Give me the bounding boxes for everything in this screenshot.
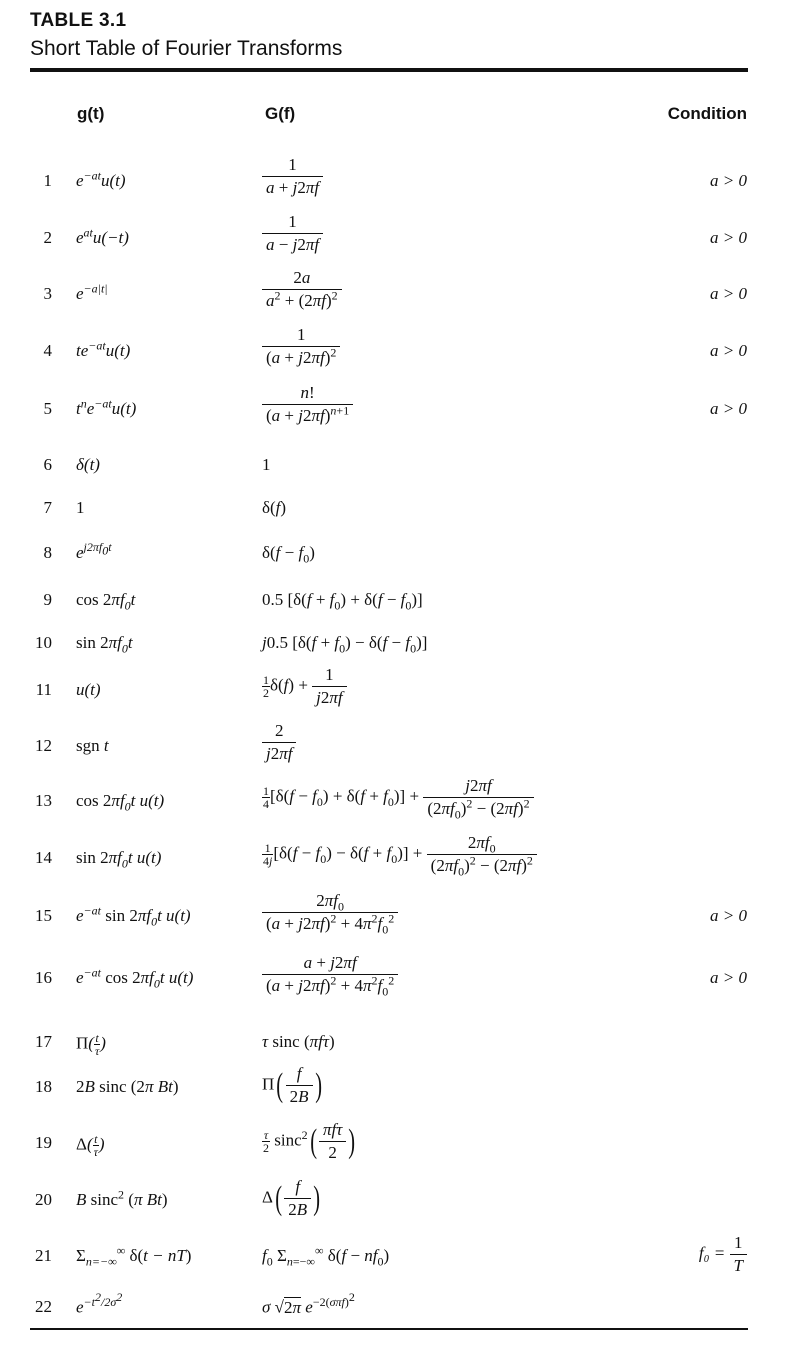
row-number: 20 bbox=[35, 1190, 52, 1209]
header-time: g(t) bbox=[77, 104, 105, 123]
transform: $\frac{1}{a - j2\pi f}$ bbox=[262, 211, 323, 256]
time-function: $\cos 2\pi f_0t$ bbox=[76, 590, 136, 613]
condition: a > 0 bbox=[710, 399, 747, 418]
transform: $\frac{1}{2}$ δ(f) + $\frac{1}{j2\pi f}$ bbox=[262, 664, 347, 709]
table-title: Short Table of Fourier Transforms bbox=[30, 37, 343, 60]
row-number: 16 bbox=[35, 968, 52, 987]
row-number: 14 bbox=[35, 848, 52, 867]
transform: $\frac{a + j2\pi f}{(a + j2\pi f)^2 + 4\pi^2f_0^2}$ bbox=[262, 952, 398, 997]
condition: f₀ = $\frac{1}{T}$ bbox=[699, 1232, 747, 1277]
transform: Π( $\frac{f}{2B}$ ) bbox=[262, 1064, 322, 1106]
transform: $\frac{1}{4}$ $[\delta(f - f_0) + \delta(f + f_0)]$ + $\frac{j2\pi f}{(2\pi f_0)^2 - (2\pi f)^2}$ bbox=[262, 775, 534, 820]
transform: j0.5 $[\delta(f + f_0) - \delta(f - f_0)]$ bbox=[262, 633, 428, 656]
row-number: 17 bbox=[35, 1032, 52, 1051]
condition: a > 0 bbox=[710, 284, 747, 303]
time-function: $e^{-at}$ $\sin 2\pi f_0t$ u(t) bbox=[76, 903, 191, 929]
transform: $\frac{\tau}{2}$ sinc$^2$( $\frac{\text{πfτ}}{2}$ ) bbox=[263, 1120, 356, 1162]
row-number: 5 bbox=[43, 399, 52, 418]
row-number: 22 bbox=[35, 1297, 52, 1316]
row-number: 6 bbox=[43, 455, 52, 474]
row-number: 11 bbox=[35, 680, 52, 699]
condition: a > 0 bbox=[710, 906, 747, 925]
transform: 0.5 $[\delta(f + f_0) + \delta(f - f_0)]$ bbox=[262, 590, 423, 613]
time-function: $e^{-at}u(t)$ bbox=[76, 168, 126, 190]
transform: δ(f) bbox=[262, 498, 287, 517]
top-rule bbox=[30, 68, 748, 72]
row-number: 4 bbox=[43, 341, 52, 360]
bottom-rule bbox=[30, 1328, 748, 1330]
time-function: δ(t) bbox=[76, 455, 100, 474]
time-function: $e^{j2\pi f_0t}$ bbox=[76, 540, 112, 562]
transform: $\frac{2a}{a^2 + (2\pi f)^2}$ bbox=[262, 267, 342, 312]
transform: 1 bbox=[262, 455, 271, 474]
row-number: 3 bbox=[43, 284, 52, 303]
row-number: 21 bbox=[35, 1246, 52, 1265]
transform: $\frac{2}{j2\pi f}$ bbox=[262, 720, 296, 765]
condition: a > 0 bbox=[710, 228, 747, 247]
row-number: 13 bbox=[35, 791, 52, 810]
time-function: sgn t bbox=[76, 736, 109, 755]
row-number: 1 bbox=[43, 171, 52, 190]
time-function: u(t) bbox=[76, 680, 101, 699]
transform: Δ( $\frac{f}{2B}$ ) bbox=[262, 1177, 321, 1219]
time-function: $e^{-a|t|}$ bbox=[76, 281, 108, 303]
row-number: 2 bbox=[43, 228, 52, 247]
time-function: Π( $\frac{t}{\tau}$ ) bbox=[76, 1031, 106, 1058]
row-number: 9 bbox=[43, 590, 52, 609]
transform: σ √2π $e^{-2(\sigma\pi f)^2}$ bbox=[262, 1290, 355, 1317]
condition: a > 0 bbox=[710, 341, 747, 360]
row-number: 19 bbox=[35, 1133, 52, 1152]
time-function: $\Sigma_{n=-\infty}^\infty$ δ(t − nT) bbox=[76, 1243, 192, 1269]
time-function: $\cos 2\pi f_0t$ u(t) bbox=[76, 791, 165, 814]
time-function: $e^{at}u(-t)$ bbox=[76, 225, 129, 247]
transform: $\frac{2\pi f_0}{(a + j2\pi f)^2 + 4\pi^2f_0^2}$ bbox=[262, 890, 398, 935]
transform: $\delta(f - f_0)$ bbox=[262, 543, 315, 566]
time-function: $\sin 2\pi f_0t$ u(t) bbox=[76, 848, 162, 871]
row-number: 12 bbox=[35, 736, 52, 755]
row-number: 18 bbox=[35, 1077, 52, 1096]
time-function: 2B sinc (2π Bt) bbox=[76, 1077, 179, 1096]
table-label: TABLE 3.1 bbox=[30, 10, 127, 31]
transform: $f_0$ $\Sigma_{n=-\infty}^\infty$ $\delta(f - nf_0)$ bbox=[262, 1243, 390, 1269]
time-function: Δ( $\frac{t}{\tau}$ ) bbox=[76, 1132, 105, 1159]
time-function: $e^{-t^2/2\sigma^2}$ bbox=[76, 1290, 123, 1317]
time-function: B sinc$^2$ (π Bt) bbox=[76, 1187, 168, 1209]
header-freq: G(f) bbox=[265, 104, 296, 123]
transform: $\frac{1}{4j}$ $[\delta(f - f_0) - \delta(f + f_0)]$ + $\frac{2\pi f_0}{(2\pi f_0)^2 - (2\pi f)^2}$ bbox=[262, 832, 537, 877]
condition: a > 0 bbox=[710, 968, 747, 987]
condition: a > 0 bbox=[710, 171, 747, 190]
time-function: $t^ne^{-at}u(t)$ bbox=[76, 396, 137, 418]
condition-lhs: f₀ = bbox=[698, 1243, 726, 1263]
time-function: $te^{-at}u(t)$ bbox=[76, 338, 131, 360]
time-function: $\sin 2\pi f_0t$ bbox=[76, 633, 133, 656]
row-number: 7 bbox=[43, 498, 52, 517]
transform: $\frac{n!}{(a + j2\pi f)^{n+1}}$ bbox=[262, 382, 353, 427]
transform: $\frac{1}{a + j2\pi f}$ bbox=[262, 154, 323, 199]
time-function: $e^{-at}$ $\cos 2\pi f_0t$ u(t) bbox=[76, 965, 194, 991]
header-condition: Condition bbox=[667, 104, 747, 123]
time-function: 1 bbox=[76, 498, 85, 517]
row-number: 10 bbox=[35, 633, 52, 652]
row-number: 8 bbox=[43, 543, 52, 562]
row-number: 15 bbox=[35, 906, 52, 925]
transform: $\frac{1}{(a + j2\pi f)^2}$ bbox=[262, 324, 340, 369]
transform: τ sinc (πfτ) bbox=[262, 1032, 335, 1051]
